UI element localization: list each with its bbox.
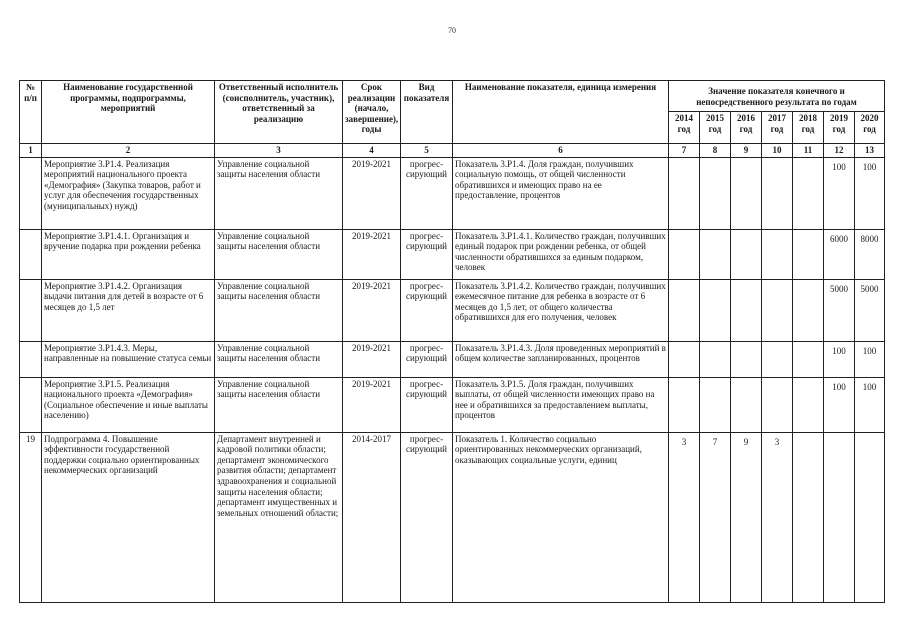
row-term: 2019-2021 bbox=[343, 341, 401, 377]
column-numbers-row bbox=[20, 144, 885, 158]
column-number: 3 bbox=[215, 144, 343, 158]
header-year: 2016 год bbox=[731, 112, 762, 144]
row-number bbox=[20, 157, 42, 229]
row-value bbox=[731, 341, 762, 377]
row-value: 5000 bbox=[824, 279, 855, 341]
row-value bbox=[669, 157, 700, 229]
column-number: 2 bbox=[42, 144, 215, 158]
row-name: Мероприятие 3.Р1.4. Реализация мероприятий национального проекта «Демография» (Закупка товаров, работ и услуг для обеспечения государственных (муниципальных) нужд) bbox=[42, 157, 215, 229]
row-value bbox=[793, 377, 824, 432]
header-year: 2019 год bbox=[824, 112, 855, 144]
row-responsible: Управление социальной защиты населения области bbox=[215, 377, 343, 432]
row-value bbox=[731, 279, 762, 341]
row-name: Подпрограмма 4. Повышение эффективности государственной поддержки социально ориентированных некоммерческих организаций bbox=[42, 432, 215, 602]
row-responsible: Управление социальной защиты населения области bbox=[215, 341, 343, 377]
row-value bbox=[731, 377, 762, 432]
row-responsible: Управление социальной защиты населения области bbox=[215, 229, 343, 279]
header-year: 2014 год bbox=[669, 112, 700, 144]
column-number: 5 bbox=[401, 144, 453, 158]
row-value: 9 bbox=[731, 432, 762, 602]
row-value bbox=[793, 432, 824, 602]
row-value bbox=[762, 377, 793, 432]
header-year: 2015 год bbox=[700, 112, 731, 144]
row-value bbox=[700, 279, 731, 341]
header-name: Наименование государственной программы, подпрограммы, мероприятий bbox=[42, 81, 215, 144]
row-indicator: Показатель 3.Р1.5. Доля граждан, получивших выплаты, от общей численности имеющих право на нее и обратившихся за предоставлением выплаты, процентов bbox=[453, 377, 669, 432]
row-value bbox=[700, 229, 731, 279]
row-number bbox=[20, 229, 42, 279]
row-value bbox=[700, 157, 731, 229]
page-number: 70 bbox=[448, 26, 456, 35]
row-value bbox=[731, 157, 762, 229]
row-responsible: Департамент внутренней и кадровой политики области; департамент экономического развития области; департамент здравоохранения и социальной защиты населения области; департамент имущественных и земельных отношений области; bbox=[215, 432, 343, 602]
row-value bbox=[669, 341, 700, 377]
row-term: 2019-2021 bbox=[343, 229, 401, 279]
row-indicator: Показатель 3.Р1.4. Доля граждан, получивших социальную помощь, от общей численности обратившихся и имеющих право на ее предоставление, процентов bbox=[453, 157, 669, 229]
header-values-group: Значение показателя конечного и непосредственного результата по годам bbox=[669, 81, 885, 112]
row-value bbox=[731, 229, 762, 279]
row-value bbox=[762, 229, 793, 279]
row-term: 2019-2021 bbox=[343, 157, 401, 229]
row-value bbox=[855, 432, 885, 602]
row-value: 7 bbox=[700, 432, 731, 602]
row-value bbox=[669, 229, 700, 279]
header-type: Вид показателя bbox=[401, 81, 453, 144]
row-type: прогрес- сирующий bbox=[401, 341, 453, 377]
row-value: 8000 bbox=[855, 229, 885, 279]
row-value bbox=[700, 341, 731, 377]
row-number bbox=[20, 341, 42, 377]
row-responsible: Управление социальной защиты населения области bbox=[215, 279, 343, 341]
row-value bbox=[762, 341, 793, 377]
row-number: 19 bbox=[20, 432, 42, 602]
table-row bbox=[20, 432, 885, 602]
row-value bbox=[793, 279, 824, 341]
row-type: прогрес- сирующий bbox=[401, 157, 453, 229]
row-type: прогрес- сирующий bbox=[401, 229, 453, 279]
row-term: 2019-2021 bbox=[343, 279, 401, 341]
header-responsible: Ответственный исполнитель (соисполнитель, участник), ответственный за реализацию bbox=[215, 81, 343, 144]
row-value bbox=[793, 157, 824, 229]
row-indicator: Показатель 3.Р1.4.3. Доля проведенных мероприятий в общем количестве запланированных, процентов bbox=[453, 341, 669, 377]
row-value bbox=[669, 377, 700, 432]
column-number: 8 bbox=[700, 144, 731, 158]
row-value: 100 bbox=[855, 377, 885, 432]
header-indicator: Наименование показателя, единица измерения bbox=[453, 81, 669, 144]
row-value: 100 bbox=[824, 157, 855, 229]
row-type: прогрес- сирующий bbox=[401, 377, 453, 432]
row-value: 6000 bbox=[824, 229, 855, 279]
row-value bbox=[793, 229, 824, 279]
row-term: 2019-2021 bbox=[343, 377, 401, 432]
column-number: 1 bbox=[20, 144, 42, 158]
header-row bbox=[20, 81, 885, 112]
column-number: 12 bbox=[824, 144, 855, 158]
row-name: Мероприятие 3.Р1.4.2. Организация выдачи питания для детей в возрасте от 6 месяцев до 1,5 лет bbox=[42, 279, 215, 341]
column-number: 4 bbox=[343, 144, 401, 158]
header-num: № п/п bbox=[20, 81, 42, 144]
column-number: 9 bbox=[731, 144, 762, 158]
row-value: 100 bbox=[824, 377, 855, 432]
column-number: 10 bbox=[762, 144, 793, 158]
row-value bbox=[824, 432, 855, 602]
row-type: прогрес- сирующий bbox=[401, 279, 453, 341]
row-name: Мероприятие 3.Р1.4.1. Организация и вручение подарка при рождении ребенка bbox=[42, 229, 215, 279]
column-number: 13 bbox=[855, 144, 885, 158]
table-row bbox=[20, 229, 885, 279]
row-value: 100 bbox=[855, 157, 885, 229]
table-row bbox=[20, 377, 885, 432]
row-type: прогрес- сирующий bbox=[401, 432, 453, 602]
header-year: 2017 год bbox=[762, 112, 793, 144]
row-indicator: Показатель 3.Р1.4.1. Количество граждан, получивших единый подарок при рождении ребенка, от общей численности обратившихся за единым подарком, человек bbox=[453, 229, 669, 279]
row-name: Мероприятие 3.Р1.5. Реализация национального проекта «Демография» (Социальное обеспечение и иные выплаты населению) bbox=[42, 377, 215, 432]
row-indicator: Показатель 1. Количество социально ориентированных некоммерческих организаций, оказывающих социальные услуги, единиц bbox=[453, 432, 669, 602]
row-value: 5000 bbox=[855, 279, 885, 341]
row-value bbox=[762, 157, 793, 229]
row-indicator: Показатель 3.Р1.4.2. Количество граждан, получивших ежемесячное питание для ребенка в возрасте от 6 месяцев до 1,5 лет, от общего количества обратившихся для его получения, человек bbox=[453, 279, 669, 341]
row-name: Мероприятие 3.Р1.4.3. Меры, направленные на повышение статуса семьи bbox=[42, 341, 215, 377]
row-value bbox=[700, 377, 731, 432]
column-number: 6 bbox=[453, 144, 669, 158]
row-value: 100 bbox=[824, 341, 855, 377]
row-number bbox=[20, 377, 42, 432]
table-row bbox=[20, 279, 885, 341]
row-value bbox=[762, 279, 793, 341]
row-value bbox=[793, 341, 824, 377]
row-value bbox=[669, 279, 700, 341]
header-term: Срок реализации (начало, завершение), годы bbox=[343, 81, 401, 144]
row-value: 3 bbox=[669, 432, 700, 602]
row-term: 2014-2017 bbox=[343, 432, 401, 602]
row-value: 3 bbox=[762, 432, 793, 602]
row-value: 100 bbox=[855, 341, 885, 377]
column-number: 7 bbox=[669, 144, 700, 158]
row-responsible: Управление социальной защиты населения области bbox=[215, 157, 343, 229]
header-year: 2018 год bbox=[793, 112, 824, 144]
row-number bbox=[20, 279, 42, 341]
indicators-table bbox=[19, 80, 885, 603]
header-year: 2020 год bbox=[855, 112, 885, 144]
table-row bbox=[20, 341, 885, 377]
column-number: 11 bbox=[793, 144, 824, 158]
table-row bbox=[20, 157, 885, 229]
